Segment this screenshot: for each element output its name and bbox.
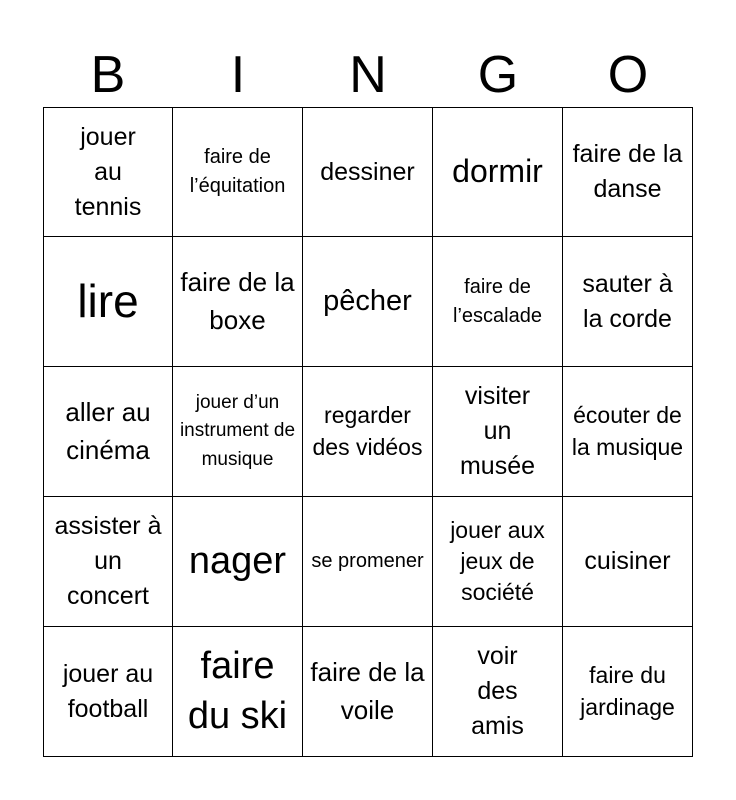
cell-text: dessiner — [320, 157, 415, 186]
cell-text: sauter à la corde — [582, 269, 673, 333]
bingo-cell[interactable] — [43, 237, 173, 367]
bingo-cell[interactable] — [43, 107, 173, 237]
bingo-cell[interactable] — [433, 627, 563, 757]
cell-text: aller au cinéma — [65, 396, 151, 465]
bingo-cell[interactable] — [43, 497, 173, 627]
bingo-cell[interactable] — [173, 237, 303, 367]
cell-text: jouer au tennis — [74, 122, 142, 221]
cell-text: écouter de la musique — [571, 402, 684, 460]
cell-text: faire de la boxe — [180, 266, 295, 335]
cell-text: faire de la danse — [572, 140, 683, 203]
bingo-cell[interactable] — [303, 497, 433, 627]
header-letter-g: G — [477, 46, 519, 104]
cell-text: faire de l’escalade — [453, 275, 542, 327]
cell-text: nager — [188, 539, 287, 582]
bingo-cell[interactable] — [563, 627, 693, 757]
bingo-cell[interactable] — [303, 237, 433, 367]
header-letter-o: O — [607, 46, 649, 104]
cell-text: jouer d’un instrument de musique — [179, 391, 296, 470]
bingo-cell[interactable] — [433, 497, 563, 627]
bingo-cell[interactable] — [43, 627, 173, 757]
bingo-board — [43, 107, 693, 757]
header-letter-b: B — [90, 46, 126, 104]
bingo-cell[interactable] — [173, 367, 303, 497]
cell-text: se promener — [311, 550, 424, 572]
bingo-cell[interactable] — [303, 107, 433, 237]
cell-text: voir des amis — [471, 642, 524, 740]
cell-text: cuisiner — [584, 547, 671, 575]
cell-text: visiter un musée — [459, 382, 536, 480]
bingo-cell[interactable] — [563, 367, 693, 497]
cell-text: faire du ski — [187, 645, 288, 737]
bingo-header — [43, 44, 693, 106]
cell-text: faire du jardinage — [580, 662, 675, 720]
cell-text: jouer au football — [62, 659, 154, 723]
header-letter-n: N — [349, 46, 387, 104]
bingo-cell[interactable] — [43, 367, 173, 497]
bingo-cell[interactable] — [563, 497, 693, 627]
bingo-cell[interactable] — [433, 237, 563, 367]
cell-text: assister à un concert — [54, 512, 162, 610]
bingo-cell[interactable] — [433, 107, 563, 237]
cell-text: dormir — [452, 153, 543, 190]
bingo-cell[interactable] — [563, 237, 693, 367]
cell-text: faire de la voile — [310, 656, 425, 725]
bingo-cell[interactable] — [173, 497, 303, 627]
bingo-cell[interactable] — [303, 367, 433, 497]
header-letter-i: I — [230, 46, 246, 104]
bingo-cell[interactable] — [433, 367, 563, 497]
bingo-cell[interactable] — [173, 627, 303, 757]
cell-text: lire — [77, 275, 139, 328]
bingo-cell[interactable] — [303, 627, 433, 757]
bingo-cell[interactable] — [173, 107, 303, 237]
bingo-cell[interactable] — [563, 107, 693, 237]
cell-text: regarder des vidéos — [312, 402, 423, 460]
cell-text: jouer aux jeux de société — [450, 516, 545, 606]
cell-text: pêcher — [323, 284, 412, 317]
cell-text: faire de l’équitation — [189, 146, 286, 197]
